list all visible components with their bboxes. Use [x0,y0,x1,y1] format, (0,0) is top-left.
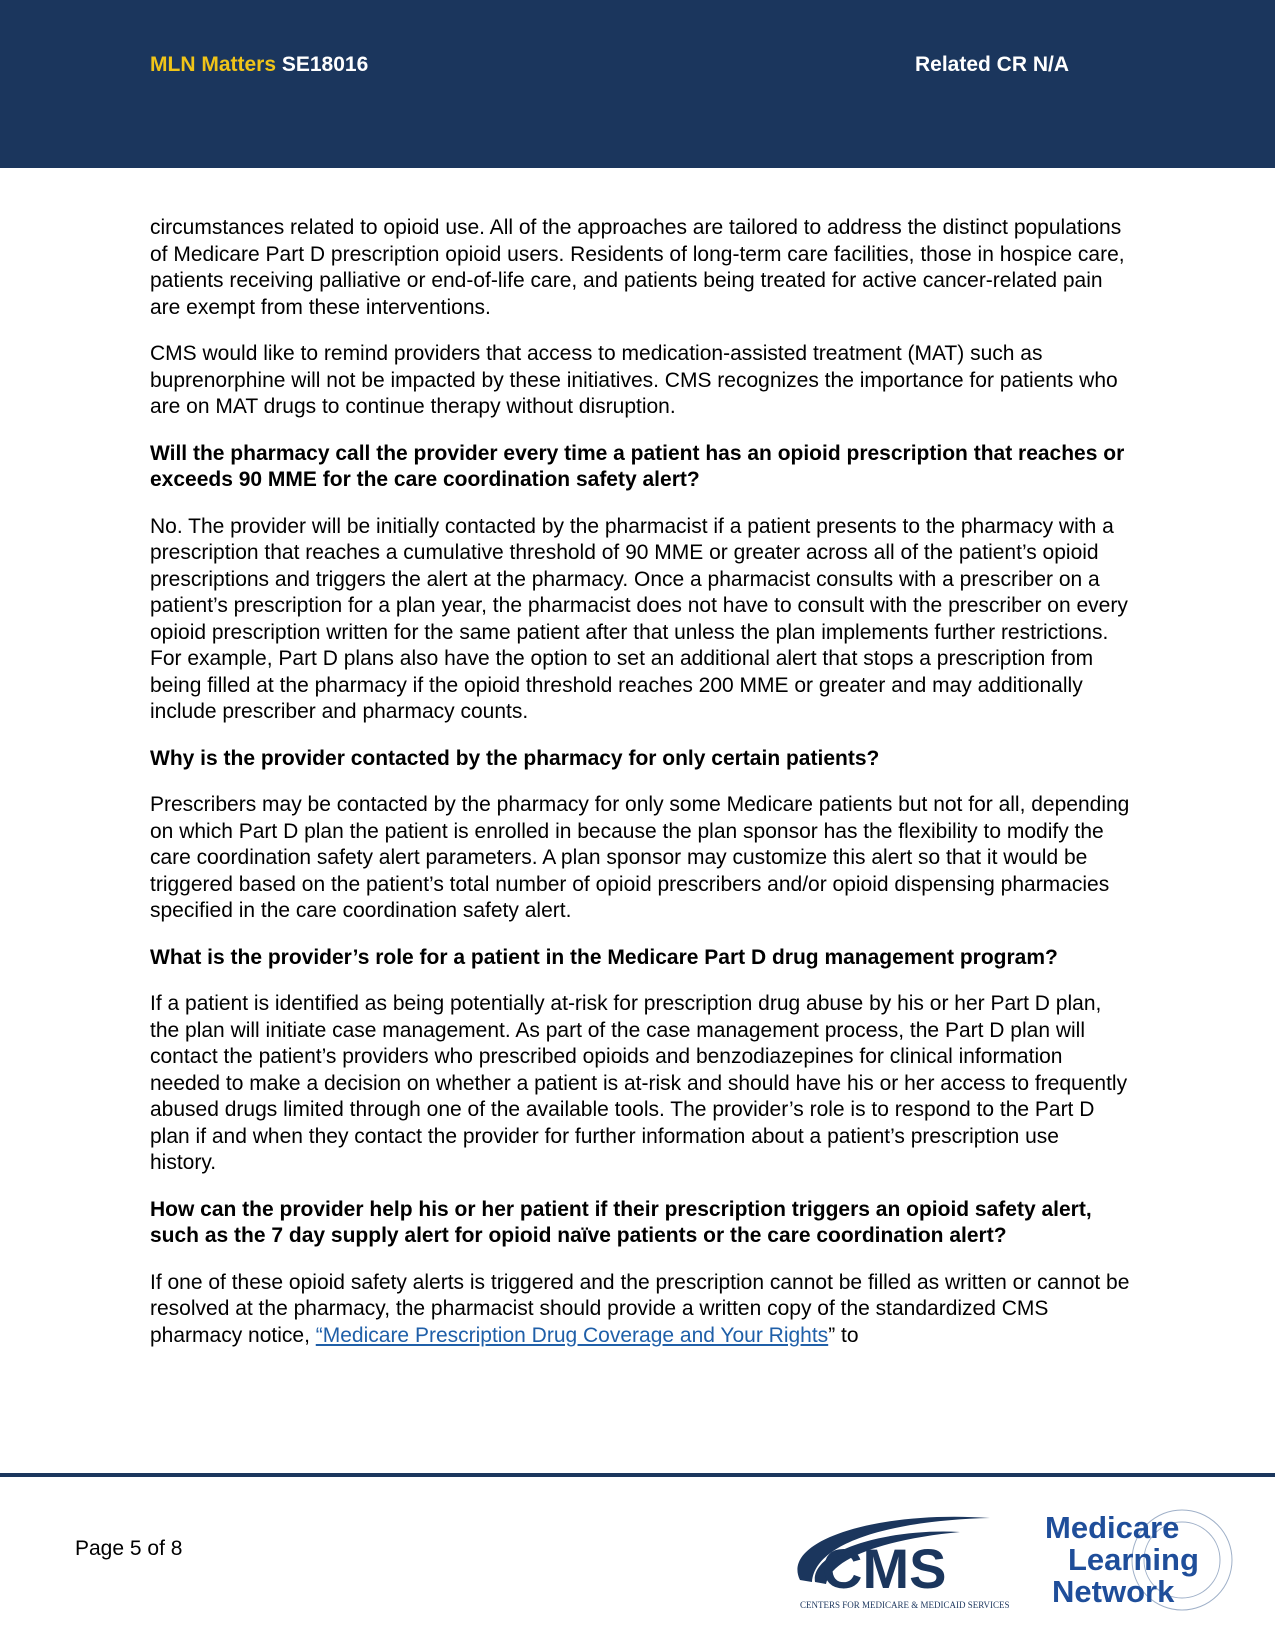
cms-logo-subtitle: CENTERS FOR MEDICARE & MEDICAID SERVICES [800,1600,1010,1610]
paragraph-mat: CMS would like to remind providers that access to medication-assisted treatment (MAT) such as buprenorphine will not be impacted by these initiatives. CMS recognizes the importance for patients who are on MAT drugs to continue therapy without disruption. [150,342,1118,418]
question-provider-role: What is the provider’s role for a patient in the Medicare Part D drug management program? [150,945,1058,969]
cms-logo [760,1510,1020,1615]
page-number: Page 5 of 8 [75,1537,183,1560]
article-body [150,215,1130,1369]
question-pharmacy-call: Will the pharmacy call the provider every time a patient has an opioid prescription that reaches or exceeds 90 MME for the care coordination safety alert? [150,441,1125,491]
rights-notice-link[interactable]: “Medicare Prescription Drug Coverage and Your Rights [315,1323,829,1347]
mln-logo [1040,1500,1250,1615]
related-cr: Related CR N/A [914,53,1069,76]
cms-logo-text: CMS [822,1537,947,1600]
mln-matters-brand: MLN Matters [150,53,277,76]
footer-divider [0,1473,1275,1477]
answer-pharmacy-call: No. The provider will be initially contacted by the pharmacist if a patient presents to the pharmacy with a prescription that reaches a cumulative threshold of 90 MME or greater across all of the patient’s opioid prescriptions and triggers the alert at the pharmacy. Once a pharmacist consults with a prescriber on a patient’s prescription for a plan year, the pharmacist does not have to consult with the prescriber on every opioid prescription written for the same patient after that unless the plan implements further restrictions. For example, Part D plans also have the option to set an additional alert that stops a prescription from being filled at the pharmacy if the opioid threshold reaches 200 MME or greater and may additionally include prescriber and pharmacy counts. [150,514,1128,723]
paragraph-exemptions: circumstances related to opioid use. All of the approaches are tailored to address the distinct populations of Medicare Part D prescription opioid users. Residents of long-term care facilities, those in hospice care, patients receiving palliative or end-of-life care, and patients being treated for active cancer-related pain are exempt from these interventions. [150,216,1125,319]
question-help-patient: How can the provider help his or her patient if their prescription triggers an opioid safety alert, such as the 7 day supply alert for opioid naïve patients or the care coordination alert? [150,1197,1092,1247]
mln-logo-line2: Learning [1068,1542,1199,1577]
answer-provider-role: If a patient is identified as being potentially at-risk for prescription drug abuse by his or her Part D plan, the plan will initiate case management. As part of the case management process, the Part D plan will contact the patient’s providers who prescribed opioids and benzodiazepines for clinical information needed to make a decision on whether a patient is at-risk and should have his or her access to frequently abused drugs limited through one of the available tools. The provider’s role is to respond to the Part D plan if and when they contact the provider for further information about a patient’s prescription use history. [150,992,1128,1174]
page-header [0,0,1275,168]
mln-logo-line1: Medicare [1045,1510,1180,1545]
answer-help-patient-tail: ” to [828,1323,859,1347]
article-number: SE18016 [281,53,369,76]
answer-certain-patients: Prescribers may be contacted by the pharmacy for only some Medicare patients but not for all, depending on which Part D plan the patient is enrolled in because the plan sponsor has the flexibility to modify the care coordination safety alert parameters. A plan sponsor may customize this alert so that it would be triggered based on the patient’s total number of opioid prescribers and/or opioid dispensing pharmacies specified in the care coordination safety alert. [150,793,1130,922]
newsletter-id [150,53,368,77]
mln-logo-line3: Network [1052,1574,1175,1609]
answer-help-patient [150,1270,1130,1350]
question-certain-patients: Why is the provider contacted by the pharmacy for only certain patients? [150,746,880,770]
answer-help-patient-text: If one of these opioid safety alerts is triggered and the prescription cannot be filled as written or cannot be resolved at the pharmacy, the pharmacist should provide a written copy of the standardized CMS pharmacy notice, [150,1270,1130,1347]
